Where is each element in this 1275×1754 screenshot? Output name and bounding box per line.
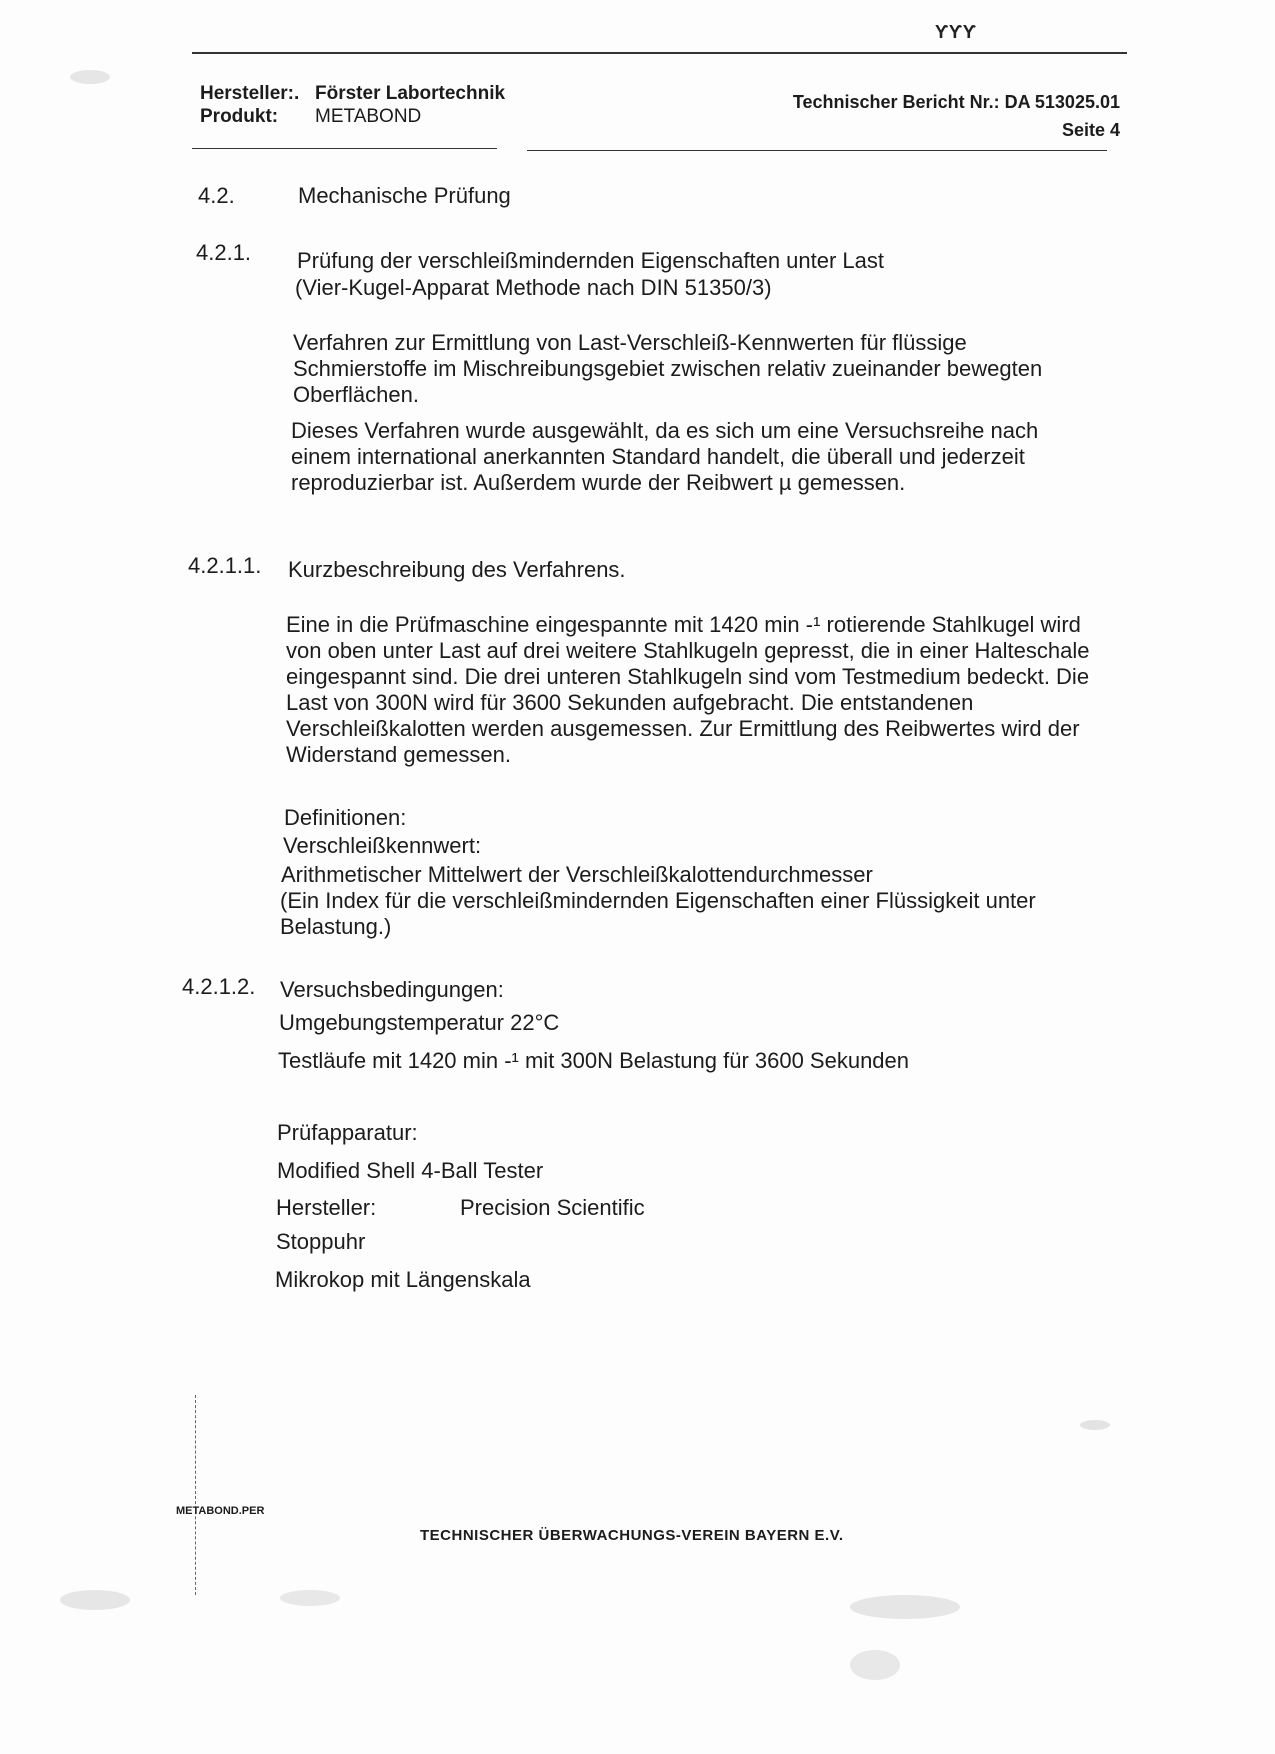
section-4-2-1-paragraph-2: Dieses Verfahren wurde ausgewählt, da es sich um eine Versuchsreihe nach einem international anerkannten Standard handelt, die überall und jederzeit reproduzierbar ist. Außerdem wurde der Reibwert µ gemessen. <box>291 418 1039 495</box>
fax-logo-mark: ƳƳƳ <box>935 22 977 42</box>
manufacturer-value: Förster Labortechnik <box>315 83 506 104</box>
section-4-2-1-title: Prüfung der verschleißmindernden Eigenschaften unter Last <box>297 248 885 273</box>
section-4-2-1-subtitle: (Vier-Kugel-Apparat Methode nach DIN 51350/3) <box>295 275 772 300</box>
footer-filename: METABOND.PER <box>176 1505 265 1517</box>
section-4-2-1-1-number: 4.2.1.1. <box>188 553 262 578</box>
section-4-2-title: Mechanische Prüfung <box>298 183 511 208</box>
product-label: Produkt: <box>200 106 279 127</box>
section-4-2-1-number: 4.2.1. <box>196 240 252 265</box>
apparatus-manufacturer-value: Precision Scientific <box>460 1195 645 1220</box>
product-value: METABOND <box>315 106 422 127</box>
header-bottom-rule-left <box>192 148 497 149</box>
definition-text: Arithmetischer Mittelwert der Verschleißkalottendurchmesser <box>281 862 873 887</box>
condition-test-runs: Testläufe mit 1420 min -¹ mit 300N Belastung für 3600 Sekunden <box>278 1048 910 1073</box>
apparatus-microscope: Mikrokop mit Längenskala <box>275 1267 531 1292</box>
apparatus-label: Prüfapparatur: <box>277 1120 418 1145</box>
report-number: Technischer Bericht Nr.: DA 513025.01 <box>792 92 1120 112</box>
apparatus-stopwatch: Stoppuhr <box>276 1229 366 1254</box>
apparatus-tester: Modified Shell 4-Ball Tester <box>277 1158 544 1183</box>
section-4-2-1-1-paragraph: Eine in die Prüfmaschine eingespannte mit 1420 min -¹ rotierende Stahlkugel wird von oben unter Last auf drei weitere Stahlkugeln gepresst, die in einer Halteschale eingespannt sind. Die drei unteren Stahlkugeln sind vom Testmedium bedeckt. Die Last von 300N wird für 3600 Sekunden aufgebracht. Die entstandenen Verschleißkalotten werden ausgemessen. Zur Ermittlung des Reibwertes wird der Widerstand gemessen. <box>286 612 1090 767</box>
section-4-2-number: 4.2. <box>198 183 235 208</box>
header-bottom-rule-right <box>527 150 1107 151</box>
manufacturer-label: Hersteller:. <box>200 83 300 104</box>
condition-temperature: Umgebungstemperatur 22°C <box>279 1010 560 1035</box>
section-4-2-1-2-number: 4.2.1.2. <box>182 974 256 999</box>
section-4-2-1-paragraph-1: Verfahren zur Ermittlung von Last-Verschleiß-Kennwerten für flüssige Schmierstoffe im Mischreibungsgebiet zwischen relativ zueinander bewegten Oberflächen. <box>293 330 1043 407</box>
page-number: Seite 4 <box>1061 120 1120 140</box>
section-4-2-1-2-title: Versuchsbedingungen: <box>280 977 504 1002</box>
apparatus-manufacturer-label: Hersteller: <box>276 1195 377 1220</box>
footer-organization: TECHNISCHER ÜBERWACHUNGS-VEREIN BAYERN E.V. <box>420 1527 844 1544</box>
section-4-2-1-1-title: Kurzbeschreibung des Verfahrens. <box>288 557 626 582</box>
definitions-label: Definitionen: <box>284 805 407 830</box>
definition-term: Verschleißkennwert: <box>283 833 482 858</box>
margin-punch-marks <box>195 1395 196 1595</box>
definition-note: (Ein Index für die verschleißmindernden Eigenschaften einer Flüssigkeit unter Belastung.) <box>280 888 1036 939</box>
header-top-rule <box>192 52 1127 54</box>
